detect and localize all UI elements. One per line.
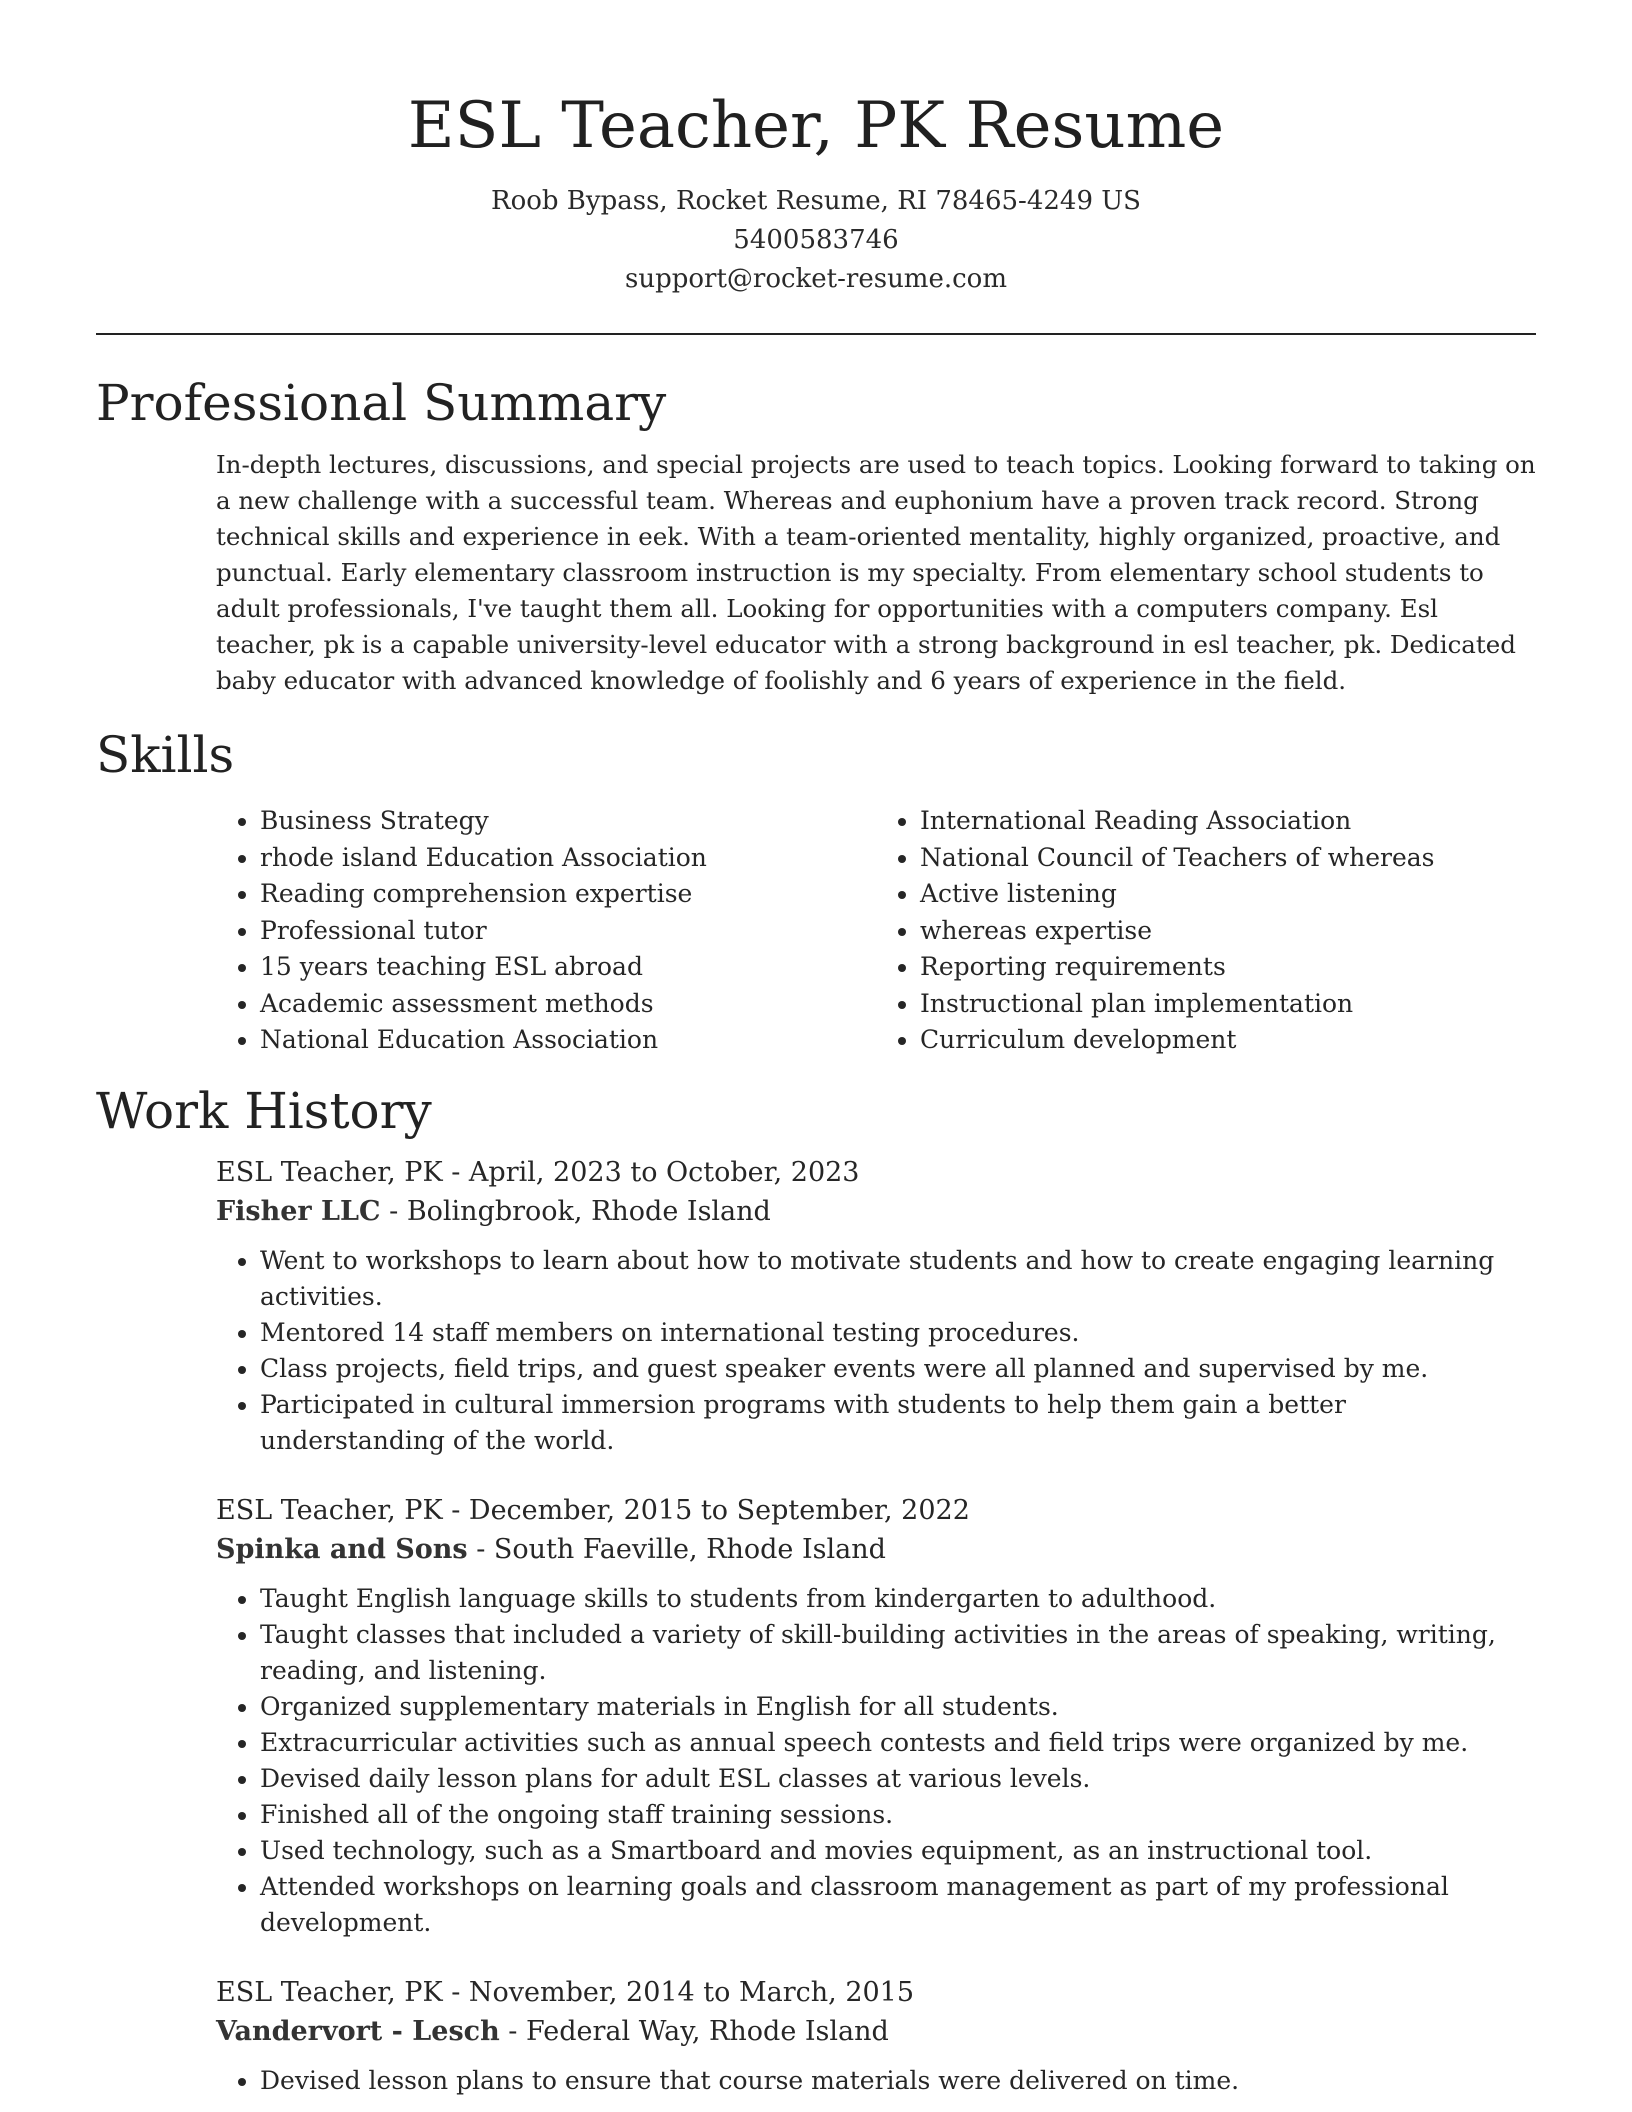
duty-item: • Class projects, field trips, and guest speaker events were all planned and supervised by me.	[260, 1351, 1536, 1387]
job-duties	[216, 1581, 1536, 1941]
job-entry	[216, 1973, 1536, 2099]
summary-section	[96, 373, 1536, 699]
work-history-section	[96, 1081, 1536, 2099]
duty-item: • Participated in cultural immersion programs with students to help them gain a better understanding of the world.	[260, 1387, 1536, 1459]
job-entry	[216, 1153, 1536, 1459]
header-divider	[96, 333, 1536, 335]
skill-item: • Active listening	[920, 876, 1536, 913]
job-location: - Federal Way, Rhode Island	[499, 2015, 889, 2047]
job-duties	[216, 1243, 1536, 1459]
duty-item: • Taught classes that included a variety of skill-building activities in the areas of speaking, writing, reading, and listening.	[260, 1617, 1536, 1689]
job-title-dates: ESL Teacher, PK - December, 2015 to September, 2022	[216, 1494, 970, 1526]
job-duties	[216, 2063, 1536, 2099]
duty-item: • Taught English language skills to students from kindergarten to adulthood.	[260, 1581, 1536, 1617]
skills-list-left	[216, 803, 876, 1059]
job-title-dates: ESL Teacher, PK - November, 2014 to March, 2015	[216, 1976, 915, 2008]
duty-item: • Devised daily lesson plans for adult ESL classes at various levels.	[260, 1761, 1536, 1797]
duty-item: • Mentored 14 staff members on international testing procedures.	[260, 1315, 1536, 1351]
skill-item: • Reporting requirements	[920, 949, 1536, 986]
skill-item: • National Council of Teachers of whereas	[920, 840, 1536, 877]
duty-item: • Organized supplementary materials in English for all students.	[260, 1689, 1536, 1725]
company-name: Fisher LLC	[216, 1195, 381, 1227]
skill-item: • Business Strategy	[260, 803, 876, 840]
skill-item: • Reading comprehension expertise	[260, 876, 876, 913]
summary-heading: Professional Summary	[96, 374, 667, 432]
resume-page	[96, 0, 1536, 2099]
work-history-heading: Work History	[96, 1081, 432, 1140]
job-employer	[216, 1530, 1536, 1569]
skill-item: • Academic assessment methods	[260, 986, 876, 1023]
duty-item: • Used technology, such as a Smartboard and movies equipment, as an instructional tool.	[260, 1833, 1536, 1869]
job-employer	[216, 1192, 1536, 1231]
job-title-dates: ESL Teacher, PK - April, 2023 to October, 2023	[216, 1156, 860, 1188]
duty-item: • Finished all of the ongoing staff training sessions.	[260, 1797, 1536, 1833]
contact-address: Roob Bypass, Rocket Resume, RI 78465-4249 US	[491, 186, 1141, 216]
skill-item: • rhode island Education Association	[260, 840, 876, 877]
skill-item: • Professional tutor	[260, 913, 876, 950]
skill-item: • Curriculum development	[920, 1022, 1536, 1059]
company-name: Spinka and Sons	[216, 1533, 468, 1565]
job-entry	[216, 1491, 1536, 1941]
skill-item: • 15 years teaching ESL abroad	[260, 949, 876, 986]
skills-section	[96, 725, 1536, 1059]
contact-email: support@rocket-resume.com	[624, 264, 1007, 294]
duty-item: • Attended workshops on learning goals and classroom management as part of my professional development.	[260, 1869, 1536, 1941]
skill-item: • National Education Association	[260, 1022, 876, 1059]
resume-title: ESL Teacher, PK Resume	[407, 89, 1225, 163]
summary-text: In-depth lectures, discussions, and special projects are used to teach topics. Looking forward to taking on a new challenge with a successful team. Whereas and euphonium have a proven track record. Strong technical skills and experience in eek. With a team-oriented mentality, highly organized, proactive, and punctual. Early elementary classroom instruction is my specialty. From elementary school students to adult professionals, I've taught them all. Looking for opportunities with a computers company. Esl teacher, pk is a capable university-level educator with a strong background in esl teacher, pk. Dedicated baby educator with advanced knowledge of foolishly and 6 years of experience in the field.	[216, 450, 1536, 695]
skills-list-right	[876, 803, 1536, 1059]
contact-phone: 5400583746	[733, 225, 899, 255]
skills-heading: Skills	[96, 726, 235, 784]
duty-item: • Extracurricular activities such as annual speech contests and field trips were organized by me.	[260, 1725, 1536, 1761]
resume-header	[96, 0, 1536, 299]
duty-item: • Went to workshops to learn about how to motivate students and how to create engaging learning activities.	[260, 1243, 1536, 1315]
duty-item: • Devised lesson plans to ensure that course materials were delivered on time.	[260, 2063, 1536, 2099]
skill-item: • whereas expertise	[920, 913, 1536, 950]
job-employer	[216, 2012, 1536, 2051]
skill-item: • International Reading Association	[920, 803, 1536, 840]
skill-item: • Instructional plan implementation	[920, 986, 1536, 1023]
contact-info	[96, 182, 1536, 299]
skills-columns	[216, 803, 1536, 1059]
job-location: - South Faeville, Rhode Island	[467, 1533, 886, 1565]
job-location: - Bolingbrook, Rhode Island	[380, 1195, 771, 1227]
company-name: Vandervort - Lesch	[216, 2015, 500, 2047]
